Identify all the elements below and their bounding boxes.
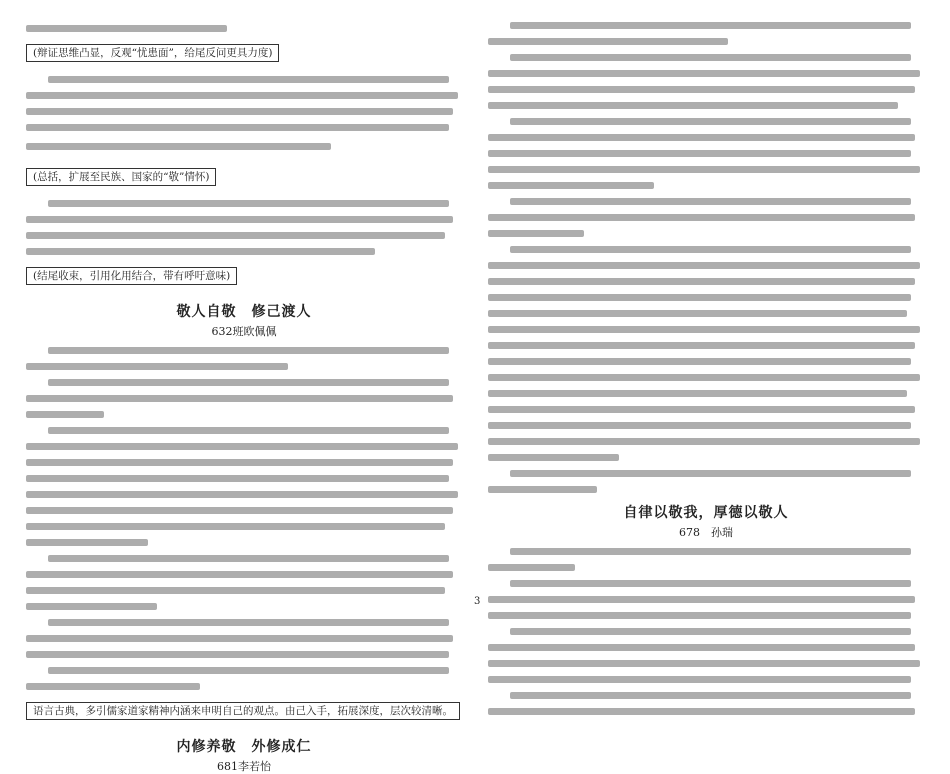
essay-title: 内修养敬 外修成仁 bbox=[176, 739, 312, 755]
text-line bbox=[510, 628, 911, 635]
text-line bbox=[26, 683, 200, 690]
text-line bbox=[488, 134, 915, 141]
text-line bbox=[26, 108, 453, 115]
text-line bbox=[26, 216, 453, 223]
text-line bbox=[26, 232, 445, 239]
text-line bbox=[48, 347, 449, 354]
text-line bbox=[48, 76, 449, 83]
right-column bbox=[488, 22, 924, 659]
text-line bbox=[488, 454, 619, 461]
text-line bbox=[510, 22, 911, 29]
page-number: 3 bbox=[474, 596, 481, 607]
text-line bbox=[488, 422, 911, 429]
text-line bbox=[510, 198, 911, 205]
text-line bbox=[510, 692, 911, 699]
text-line bbox=[488, 166, 920, 173]
essay-author: 632班欧佩佩 bbox=[211, 325, 277, 338]
text-line bbox=[488, 342, 915, 349]
text-line bbox=[26, 507, 453, 514]
text-line bbox=[26, 635, 453, 642]
text-line bbox=[26, 651, 449, 658]
text-line bbox=[488, 278, 915, 285]
text-line bbox=[48, 427, 449, 434]
text-line bbox=[488, 708, 915, 715]
text-line bbox=[488, 214, 915, 221]
text-line bbox=[510, 118, 911, 125]
text-line bbox=[48, 667, 449, 674]
text-line bbox=[26, 443, 458, 450]
essay-title: 自律以敬我，厚德以敬人 bbox=[623, 505, 789, 521]
text-line bbox=[488, 486, 597, 493]
text-line bbox=[26, 539, 148, 546]
text-line bbox=[26, 603, 157, 610]
text-line bbox=[488, 102, 898, 109]
text-line bbox=[510, 246, 911, 253]
text-line bbox=[488, 390, 907, 397]
text-line bbox=[26, 587, 445, 594]
annotation-box: (总括，扩展至民族、国家的“敬”情怀) bbox=[26, 168, 216, 186]
text-line bbox=[510, 548, 911, 555]
text-line bbox=[488, 358, 911, 365]
text-line bbox=[26, 363, 288, 370]
text-line bbox=[26, 248, 375, 255]
annotation-box: (辩证思维凸显，反观“忧患面”，给尾反问更具力度) bbox=[26, 44, 279, 62]
text-line bbox=[26, 523, 445, 530]
text-line bbox=[48, 379, 449, 386]
text-line bbox=[48, 619, 449, 626]
text-block bbox=[26, 165, 462, 194]
text-block bbox=[26, 200, 462, 255]
text-line bbox=[488, 660, 920, 667]
text-line bbox=[488, 150, 911, 157]
text-line bbox=[26, 411, 104, 418]
essay-author: 681李若怡 bbox=[217, 760, 271, 773]
text-line bbox=[488, 406, 915, 413]
text-line bbox=[26, 475, 449, 482]
text-line bbox=[488, 676, 911, 683]
text-line bbox=[488, 38, 728, 45]
text-block bbox=[26, 347, 462, 690]
text-line bbox=[488, 230, 584, 237]
text-line bbox=[488, 596, 915, 603]
text-block bbox=[488, 22, 924, 493]
essay-author: 678 孙瑞 bbox=[679, 526, 733, 539]
text-line bbox=[26, 143, 331, 150]
text-line bbox=[48, 200, 449, 207]
text-line bbox=[510, 54, 911, 61]
essay-title: 敬人自敬 修己渡人 bbox=[176, 304, 312, 320]
text-line bbox=[488, 612, 911, 619]
text-line bbox=[26, 491, 458, 498]
left-column bbox=[26, 22, 462, 773]
text-line bbox=[488, 644, 915, 651]
text-line bbox=[26, 25, 227, 32]
annotation-box: 语言古典，多引儒家道家精神内涵来申明自己的观点。由己入手，拓展深度，层次较清晰。 bbox=[26, 702, 460, 720]
text-block bbox=[26, 264, 462, 293]
text-line bbox=[26, 395, 453, 402]
text-line bbox=[488, 374, 920, 381]
text-line bbox=[488, 182, 654, 189]
text-line bbox=[488, 438, 920, 445]
text-line bbox=[488, 262, 920, 269]
text-block bbox=[26, 699, 462, 728]
text-line bbox=[26, 459, 453, 466]
text-line bbox=[510, 580, 911, 587]
text-line bbox=[510, 470, 911, 477]
text-block bbox=[26, 76, 462, 159]
text-line bbox=[26, 92, 458, 99]
text-line bbox=[488, 86, 915, 93]
annotation-box: (结尾收束，引用化用结合，带有呼吁意味) bbox=[26, 267, 237, 285]
text-line bbox=[488, 70, 920, 77]
text-block bbox=[488, 548, 924, 715]
text-line bbox=[488, 294, 911, 301]
text-line bbox=[488, 310, 907, 317]
text-block bbox=[26, 22, 462, 70]
text-line bbox=[26, 124, 449, 131]
text-line bbox=[26, 571, 453, 578]
text-line bbox=[488, 564, 575, 571]
text-line bbox=[48, 555, 449, 562]
text-line bbox=[488, 326, 920, 333]
